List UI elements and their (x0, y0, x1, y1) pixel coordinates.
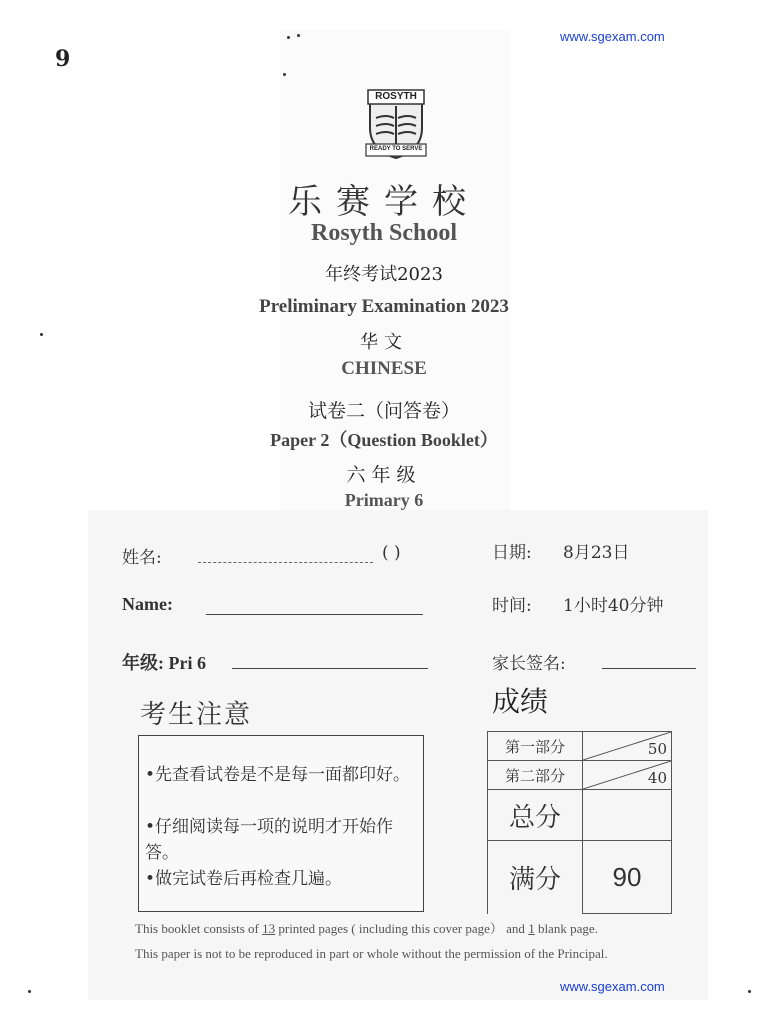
part2-max: 40 (647, 769, 667, 787)
score-row-total (488, 790, 672, 841)
time-label: 时间: (492, 596, 532, 616)
footer-pages-note: This booklet consists of 13 printed pages ( including this cover page） and 1 blank page. (135, 921, 598, 936)
footer-copyright-note: This paper is not to be reproduced in part or whole without the permission of the Principal. (135, 946, 608, 961)
part1-max: 50 (647, 740, 667, 758)
class-label: 年级: Pri 6 (122, 653, 206, 673)
class-line[interactable] (232, 668, 428, 669)
name-en-line[interactable] (206, 614, 423, 615)
logo-banner-text: ROSYTH (375, 91, 417, 102)
total-score-cell[interactable] (583, 790, 672, 841)
time-value: 1小时40分钟 (563, 596, 664, 616)
score-row-part1 (488, 732, 672, 761)
score-title: 成绩 (492, 685, 549, 718)
score-table (487, 731, 672, 914)
part1-label: 第一部分 (488, 732, 583, 761)
subject-cn: 华文 (360, 332, 408, 353)
full-marks-value: 90 (583, 841, 672, 914)
class-number-parens[interactable]: ( ) (382, 543, 401, 563)
paper-title-en: Paper 2（Question Booklet） (270, 430, 498, 450)
level-cn: 六年级 (346, 464, 422, 486)
part2-label: 第二部分 (488, 761, 583, 790)
page-number: 9 (55, 46, 71, 72)
exam-title-en: Preliminary Examination 2023 (259, 296, 509, 317)
name-cn-label: 姓名: (122, 548, 162, 568)
school-crest-logo (364, 88, 428, 160)
notice-item-3: •做完试卷后再检查几遍。 (145, 869, 343, 889)
notice-item-1: •先查看试卷是不是每一面都印好。 (145, 765, 411, 785)
exam-title-cn: 年终考试2023 (325, 264, 443, 285)
notice-title: 考生注意 (140, 700, 253, 730)
parent-signature-line[interactable] (602, 668, 696, 669)
score-row-full (488, 841, 672, 914)
name-cn-line[interactable] (198, 562, 373, 563)
score-row-part2 (488, 761, 672, 790)
full-marks-label: 满分 (488, 841, 583, 914)
date-label: 日期: (492, 543, 532, 563)
logo-motto-text: READY TO SERVE (369, 146, 423, 152)
level-en: Primary 6 (344, 490, 424, 510)
part2-score-cell[interactable] (583, 761, 672, 790)
notice-box (138, 735, 424, 912)
total-label: 总分 (488, 790, 583, 841)
subject-en: CHINESE (341, 358, 427, 379)
part1-score-cell[interactable] (583, 732, 672, 761)
school-name-cn: 乐赛学校 (288, 182, 480, 222)
school-name-en: Rosyth School (310, 220, 458, 246)
watermark-url-top[interactable]: www.sgexam.com (560, 29, 665, 44)
watermark-url-bottom[interactable]: www.sgexam.com (560, 979, 665, 994)
date-value: 8月23日 (563, 543, 630, 563)
name-en-label: Name: (122, 594, 173, 614)
parent-signature-label: 家长签名: (492, 654, 566, 674)
paper-title-cn: 试卷二（问答卷） (307, 400, 460, 422)
notice-item-2: •仔细阅读每一项的说明才开始作答。 (145, 817, 394, 863)
